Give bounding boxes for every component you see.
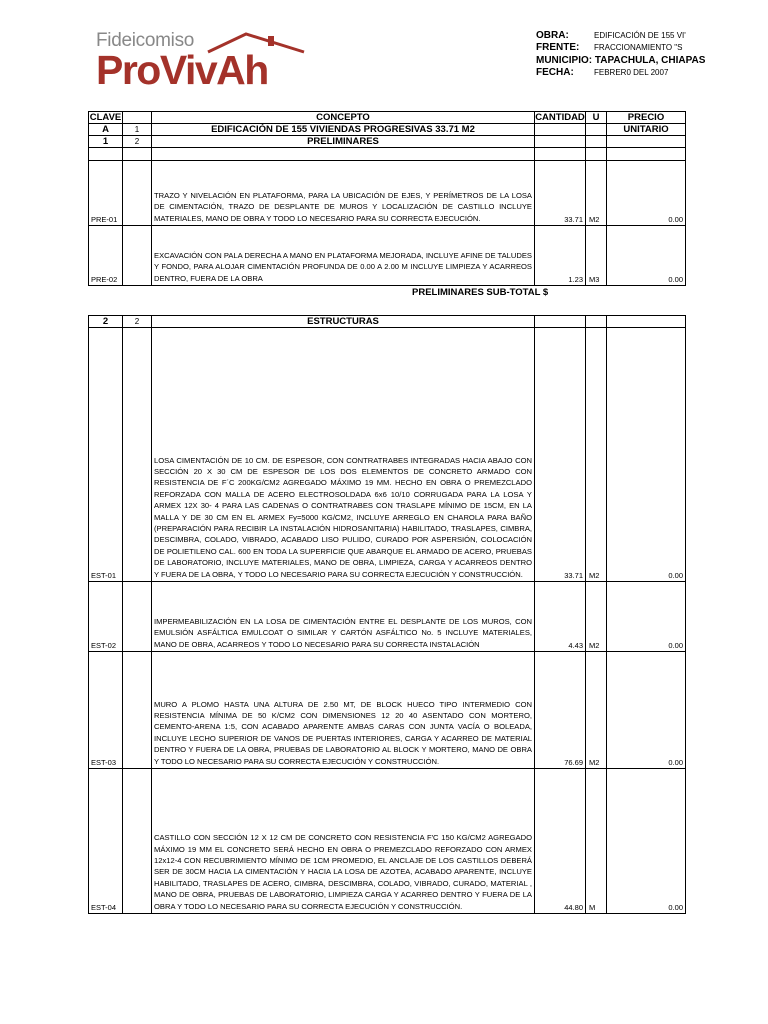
- section-1-clave: 1: [88, 135, 123, 148]
- concepto-text: IMPERMEABILIZACIÓN EN LA LOSA DE CIMENTACIÓN ENTRE EL DESPLANTE DE LOS MUROS, CON EMULSIÓN ASFÁLTICA EMULCOAT O SIMILAR Y CARTÓN ASFÁLTICO No. 5 INCLUYE MATERIALES, MANO DE OBRA, ACARREOS Y TODO LO NECESARIO PARA SU CORRECTA INSTALACIÓN: [154, 616, 532, 649]
- section-a-clave: A: [88, 123, 123, 136]
- precio-cell: [606, 768, 686, 914]
- unidad-cell: [585, 327, 607, 582]
- unidad-text: M2: [589, 641, 600, 650]
- unidad-text: M2: [589, 215, 600, 224]
- empty-cell: [585, 147, 607, 161]
- concepto-text: TRAZO Y NIVELACIÓN EN PLATAFORMA, PARA LA UBICACIÓN DE EJES, Y PERÍMETROS DE LA LOSA DE CIMENTACIÓN, TRAZO DE DESPLANTE DE MUROS Y LOCALIZACIÓN DE CASTILLO INCLUYE MATERIALES, MANO DE OBRA Y TODO LO NECESARIO PARA SU CORRECTA EJECUCIÓN.: [154, 190, 532, 223]
- cantidad-cell: [534, 160, 586, 226]
- frente-value: FRACCIONAMIENTO "S: [594, 43, 683, 52]
- logo-brand-text: ProVivAh: [96, 47, 268, 93]
- provivah-logo: [88, 30, 304, 94]
- obra-value: EDIFICACIÓN DE 155 VI': [594, 31, 686, 40]
- section-a-n: 1: [122, 123, 152, 136]
- unidad-text: M: [589, 903, 596, 912]
- obra-label: OBRA:: [536, 30, 569, 41]
- concepto-cell: [151, 651, 535, 769]
- unidad-cell: [585, 581, 607, 652]
- concepto-cell: [151, 581, 535, 652]
- concepto-text: CASTILLO CON SECCIÓN 12 X 12 CM DE CONCRETO CON RESISTENCIA F'C 150 KG/CM2 AGREGADO MÁXIMO 19 MM EL CONCRETO SERÁ HECHO EN OBRA O PREMEZCLADO REFORZADO CON ARMEX 12x12-4 CON RECUBRIMIENTO MÍNIMO DE 1CM PROMEDIO, EL ANCLAJE DE LOS CASTILLOS DEBERÁ SER DE 30CM HACIA LA CIMENTACIÓN Y HACIA LA LOSA DE AZOTEA, ACABADO APARENTE, INCLUYE HABILITADO, TRASLAPES DE ACERO, CIMBRA, DESCIMBRA, COLADO, VIBRADO, CURADO, MATERIAL , MANO DE OBRA, PRUEBAS DE LABORATORIO, LIMPIEZA CARGA Y ACARREO DENTRO Y FUERA DE LA OBRA Y TODO LO NECESARIO PARA SU CORRECTA EJECUCIÓN Y CONSTRUCCIÓN.: [154, 833, 532, 911]
- fecha-value: FEBRER0 DEL 2007: [594, 68, 669, 77]
- cantidad-text: 4.43: [568, 641, 583, 650]
- empty-cell: [122, 768, 152, 914]
- section-2-n: 2: [122, 315, 152, 328]
- concepto-text: LOSA CIMENTACIÓN DE 10 CM. DE ESPESOR, CON CONTRATRABES INTEGRADAS HACIA ABAJO CON SECCIÓN 20 X 30 CM DE ESPESOR DE LOS DOS ELEMENTOS DE CONCRETO ARMADO CON RESISTENCIA DE F´C 200KG/CM2 AGREGADO MÁXIMO 19 MM. HECHO EN OBRA O PREMEZCLADO REFORZADA CON MALLA DE ACERO ELECTROSOLDADA 6x6 10/10 CORRUGADA PARA LA LOSA Y ARMEX 12X 30- 4 PARA LAS CADENAS O CONTRATRABES CON TRASLAPE MÍNIMO DE 15CM, EN LA MALLA Y DE 30 CM EN EL ARMEX Fy=5000 KG/CM2, INCLUYE ARREGLO EN CHAROLA PARA BAÑO (PREPARACIÓN PARA RECIBIR LA INSTALACIÓN HIDROSANITARIA) HABILITADO, TRASLAPES, CIMBRA, DESCIMBRA, COLADO, VIBRADO, ACABADO LISO PULIDO, CURADO POR ASPERSIÓN, COLOCACIÓN DE POLIETILENO CAL. 600 EN TODA LA SUPERFICIE QUE ABARQUE EL ARMADO DE ACERO, PRUEBAS DE LABORATORIO, INCLUYE MATERIALES, MANO DE OBRA, LIMPIEZA, CARGA Y ACARREOS DENTRO Y FUERA DE LA OBRA, Y TODO LO NECESARIO PARA SU CORRECTA EJECUCIÓN Y CONSTRUCCIÓN.: [154, 455, 532, 579]
- precio-text: 0.00: [668, 758, 683, 767]
- municipio-label: MUNICIPIO: TAPACHULA, CHIAPAS: [536, 55, 706, 66]
- precio-text: 0.00: [668, 215, 683, 224]
- concepto-text: EXCAVACIÓN CON PALA DERECHA A MANO EN PLATAFORMA MEJORADA, INCLUYE AFINE DE TALUDES Y FONDO, PARA ALOJAR CIMENTACIÓN PROFUNDA DE 0.00 A 2.00 M INCLUYE LIMPIEZA Y ACARREOS DENTRO, FUERA DE LA OBRA: [154, 250, 532, 283]
- fecha-row: [536, 67, 669, 78]
- unidad-cell: [585, 160, 607, 226]
- concepto-cell: [151, 327, 535, 582]
- clave-cell: [88, 327, 123, 582]
- fecha-label: FECHA:: [536, 67, 574, 78]
- logo-fideicomiso-text: Fideicomiso: [96, 30, 195, 51]
- precio-text: 0.00: [668, 641, 683, 650]
- section-2-clave: 2: [88, 315, 123, 328]
- precio-cell: [606, 327, 686, 582]
- col-cantidad-header: CANTIDAD: [535, 112, 585, 123]
- empty-cell: [151, 147, 535, 161]
- section-a-title: EDIFICACIÓN DE 155 VIVIENDAS PROGRESIVAS 33.71 M2: [151, 123, 535, 136]
- empty-cell: [122, 225, 152, 286]
- empty-cell: [122, 581, 152, 652]
- empty-cell: [122, 651, 152, 769]
- section-1-title: PRELIMINARES: [151, 135, 535, 148]
- col-concepto-header: CONCEPTO: [151, 111, 535, 124]
- cantidad-cell: [534, 768, 586, 914]
- cantidad-text: 33.71: [564, 215, 583, 224]
- col-clave-header: CLAVE: [89, 112, 122, 123]
- cantidad-text: 33.71: [564, 571, 583, 580]
- clave-cell: [88, 581, 123, 652]
- empty-cell: [534, 147, 586, 161]
- empty-cell: [88, 147, 123, 161]
- precio-cell: [606, 160, 686, 226]
- cantidad-cell: [534, 225, 586, 286]
- unidad-text: M2: [589, 758, 600, 767]
- clave-text: EST-03: [91, 758, 117, 767]
- clave-text: PRE-01: [91, 215, 118, 224]
- section-1-n: 2: [122, 135, 152, 148]
- cantidad-text: 44.80: [564, 903, 583, 912]
- unidad-text: M2: [589, 571, 600, 580]
- concepto-cell: [151, 225, 535, 286]
- concepto-cell: [151, 768, 535, 914]
- clave-cell: [88, 651, 123, 769]
- clave-text: EST-01: [91, 571, 117, 580]
- unidad-cell: [585, 768, 607, 914]
- obra-row: [536, 30, 686, 41]
- clave-text: EST-04: [91, 903, 117, 912]
- cantidad-cell: [534, 327, 586, 582]
- precio-cell: [606, 651, 686, 769]
- municipio-row: [536, 55, 705, 66]
- concepto-text: MURO A PLOMO HASTA UNA ALTURA DE 2.50 MT, DE BLOCK HUECO TIPO INTERMEDIO CON RESISTENCIA MÍNIMA DE 50 K/CM2 CON DIMENSIONES 12 20 40 ASENTADO CON MORTERO, CEMENTO-ARENA 1:5, CON ACABADO APARENTE AMBAS CARAS CON JUNTA VACÍA O BOLEADA, INCLUYE LECHO SUPERIOR DE VANOS DE PUERTAS INTERIORES, CARGA Y ACARREO DE MATERIAL DENTRO Y FUERA DE LA OBRA, PRUEBAS DE LABORATORIO AL BLOCK Y MORTERO, MANO DE OBRA Y TODO LO NECESARIO PARA SU CORRECTA EJECUCIÓN Y CONSTRUCCIÓN.: [154, 699, 532, 766]
- clave-text: PRE-02: [91, 275, 118, 284]
- clave-cell: [88, 768, 123, 914]
- unidad-cell: [585, 651, 607, 769]
- cantidad-text: 76.69: [564, 758, 583, 767]
- precio-text: 0.00: [668, 571, 683, 580]
- clave-text: EST-02: [91, 641, 117, 650]
- frente-row: [536, 42, 683, 53]
- clave-cell: [88, 160, 123, 226]
- precio-cell: [606, 225, 686, 286]
- precio-cell: [606, 581, 686, 652]
- section-2-title: ESTRUCTURAS: [151, 315, 535, 328]
- precio-text: 0.00: [668, 275, 683, 284]
- unidad-text: M3: [589, 275, 600, 284]
- precio-text: 0.00: [668, 903, 683, 912]
- col-u-header: U: [585, 111, 607, 124]
- cantidad-cell: [534, 581, 586, 652]
- cantidad-cell: [534, 651, 586, 769]
- concepto-cell: [151, 160, 535, 226]
- empty-cell: [122, 327, 152, 582]
- frente-label: FRENTE:: [536, 42, 580, 53]
- empty-cell: [606, 147, 686, 161]
- empty-cell: [122, 147, 152, 161]
- empty-cell: [122, 160, 152, 226]
- col-precio-header: PRECIO UNITARIO: [606, 111, 686, 124]
- clave-cell: [88, 225, 123, 286]
- preliminares-subtotal-label: PRELIMINARES SUB-TOTAL $: [412, 287, 549, 298]
- cantidad-text: 1.23: [568, 275, 583, 284]
- unidad-cell: [585, 225, 607, 286]
